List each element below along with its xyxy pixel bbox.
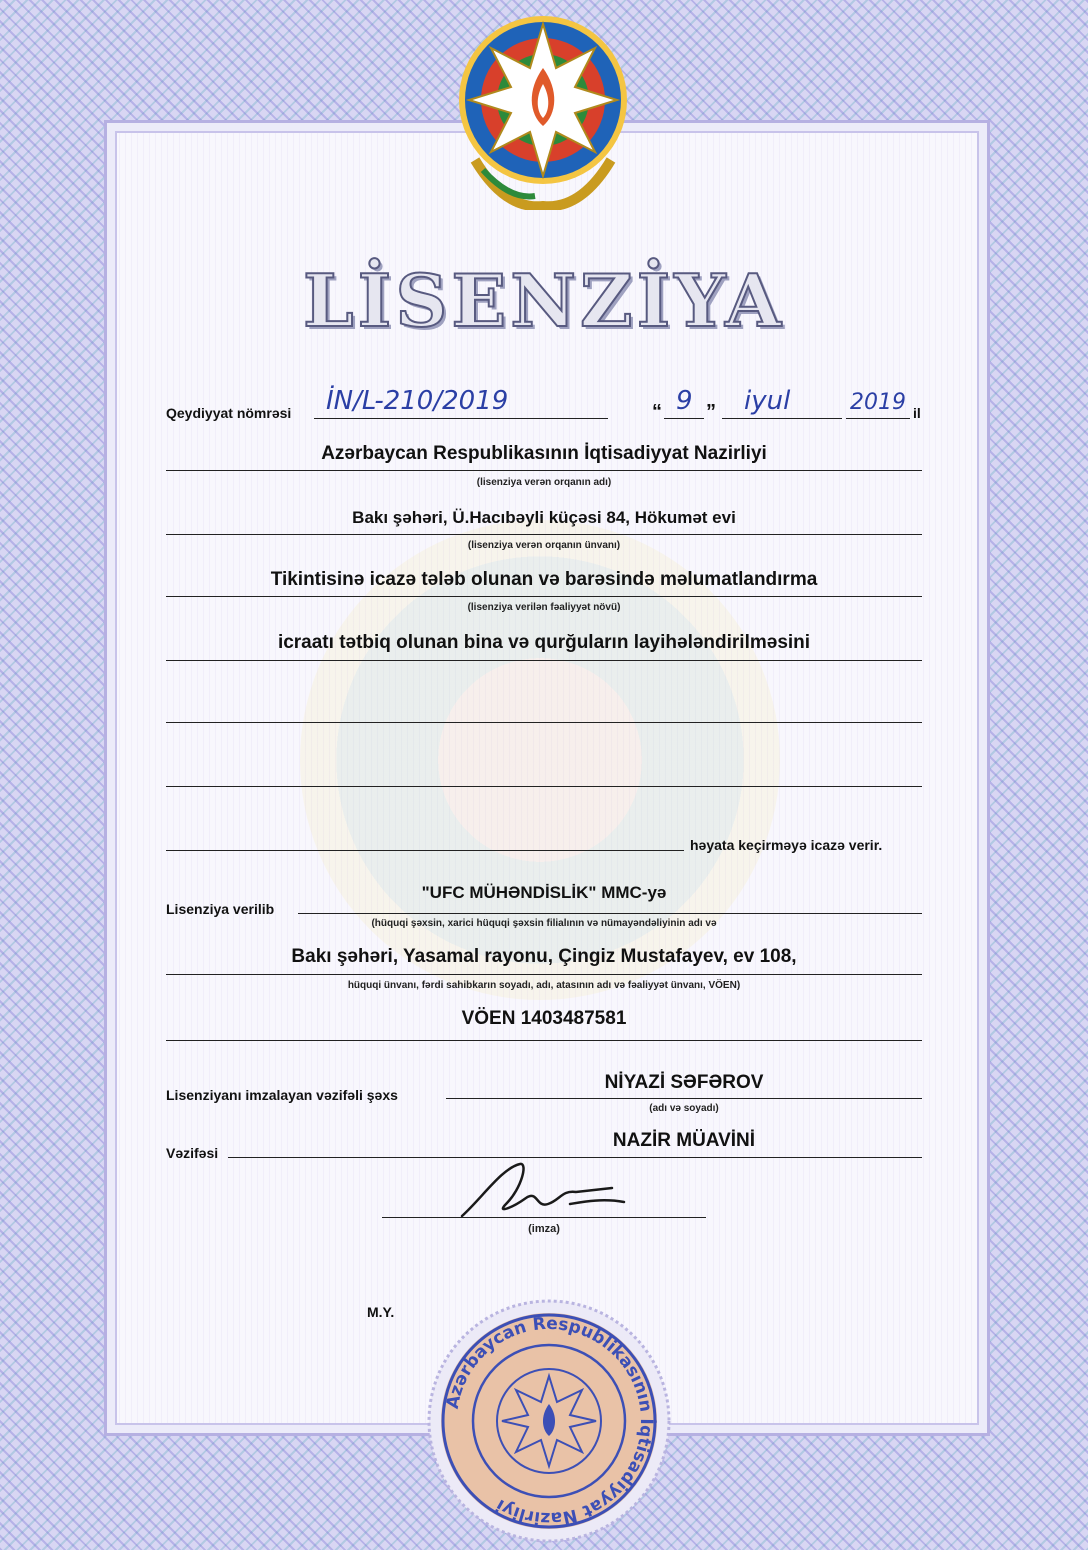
date-year: 2019	[850, 390, 906, 415]
registration-number: İN/L-210/2019	[326, 386, 509, 416]
voen-line	[166, 1040, 922, 1041]
signatory-name-caption: (adı və soyadı)	[649, 1103, 719, 1114]
document-title: LİSENZİYA	[303, 258, 785, 343]
registration-line	[314, 418, 608, 419]
registration-label: Qeydiyyat nömrəsi	[166, 405, 292, 421]
date-close-quote: ”	[706, 401, 716, 423]
signatory-line	[446, 1098, 922, 1099]
blank-line-3	[166, 850, 684, 851]
licensee-label: Lisenziya verilib	[166, 901, 275, 917]
year-line	[846, 418, 910, 419]
licensee-address-caption: hüquqi ünvanı, fərdi sahibkarın soyadı, adı, atasının adı və fəaliyyət ünvanı, VÖEN)	[347, 980, 741, 991]
blank-line-1	[166, 722, 922, 723]
signatory-name: NİYAZİ SƏFƏROV	[604, 1072, 764, 1093]
licensee-name: "UFC MÜHƏNDİSLİK" MMC-yə	[421, 883, 667, 902]
issuer-name-caption: (lisenziya verən orqanın adı)	[476, 477, 612, 488]
activity-line-2: icraatı tətbiq olunan bina və qurğuların layihələndirilməsini	[277, 632, 811, 653]
licensee-address-line	[166, 974, 922, 975]
position-value: NAZİR MÜAVİNİ	[612, 1130, 756, 1151]
blank-line-2	[166, 786, 922, 787]
licensee-line	[298, 913, 922, 914]
date-year-suffix: il	[913, 405, 921, 421]
licensee-name-caption: (hüquqi şəxsin, xarici hüquqi şəxsin filialının və nümayəndəliyinin adı və	[371, 918, 717, 929]
activity-line-1: Tikintisinə icazə tələb olunan və barəsində məlumatlandırma	[270, 569, 818, 590]
issuer-name: Azərbaycan Respublikasının İqtisadiyyat Nazirliyi	[321, 443, 767, 464]
signature-caption: (imza)	[528, 1223, 560, 1235]
issuer-name-line	[166, 470, 922, 471]
licensee-address: Bakı şəhəri, Yasamal rayonu, Çingiz Mustafayev, ev 108,	[291, 946, 797, 967]
date-month: iyul	[744, 386, 791, 416]
licensee-voen: VÖEN 1403487581	[461, 1008, 627, 1029]
date-open-quote: “	[652, 401, 662, 423]
position-label: Vəzifəsi	[166, 1145, 219, 1161]
activity-line-2-rule	[166, 660, 922, 661]
official-seal-icon	[426, 1298, 672, 1544]
issuer-address-line	[166, 534, 922, 535]
date-day: 9	[676, 386, 693, 416]
signature-line	[382, 1217, 706, 1218]
activity-closing: həyata keçirməyə icazə verir.	[690, 837, 883, 853]
state-emblem-icon	[455, 10, 631, 210]
month-line	[722, 418, 842, 419]
stamp-label: M.Y.	[367, 1304, 395, 1320]
issuer-address-caption: (lisenziya verən orqanın ünvanı)	[467, 540, 621, 551]
day-line	[664, 418, 704, 419]
svg-text:Azərbaycan Respublikasının İqt: Azərbaycan Respublikasının İqtisadiyyat Nazirliyi	[442, 1313, 657, 1529]
signatory-label: Lisenziyanı imzalayan vəzifəli şəxs	[166, 1087, 398, 1103]
activity-caption: (lisenziya verilən fəaliyyət növü)	[467, 602, 621, 613]
activity-line-1-rule	[166, 596, 922, 597]
issuer-address: Bakı şəhəri, Ü.Hacıbəyli küçəsi 84, Hökumət evi	[352, 508, 736, 527]
